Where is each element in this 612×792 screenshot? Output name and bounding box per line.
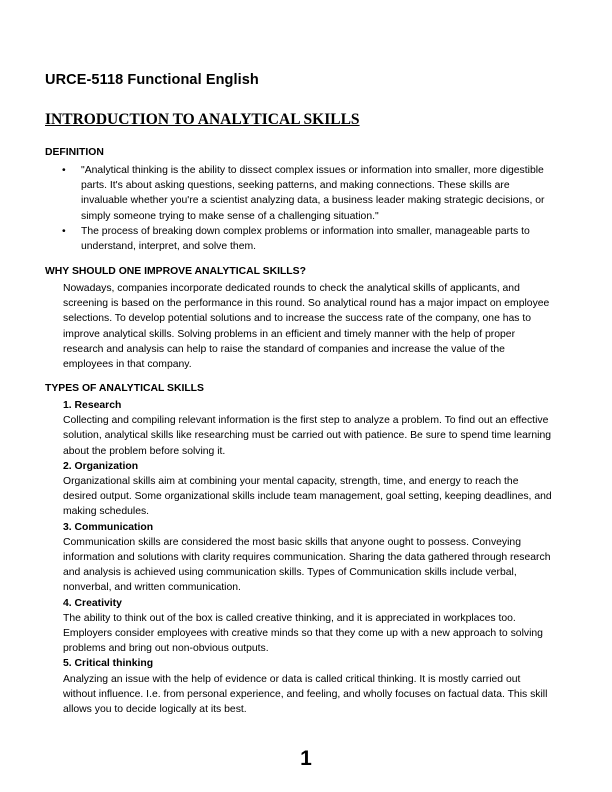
course-title: URCE-5118 Functional English <box>45 72 259 88</box>
page-title: INTRODUCTION TO ANALYTICAL SKILLS <box>45 111 360 128</box>
definition-list <box>62 163 552 254</box>
type-creativity-title: 4. Creativity <box>63 597 122 609</box>
type-research-text: Collecting and compiling relevant information is the first step to analyze a problem. To find out an effective solution, analytical skills like researching must be carried out with patience. Be sure to spend time learning about the problem before solving it. <box>63 415 552 457</box>
types-list <box>63 398 553 717</box>
type-communication-title: 3. Communication <box>63 521 154 533</box>
type-organization-title: 2. Organization <box>63 460 139 472</box>
definition-bullet-1: • "Analytical thinking is the ability to dissect complex issues or information into smaller, more digestible parts. It's about asking questions, seeking patterns, and making connections. These skills are invaluable whether you're a scientist analyzing data, a business leader making strategic decisions, or simply someone trying to make sense of a challenging situation." <box>62 163 552 224</box>
page-number: 1 <box>300 747 312 770</box>
type-organization-text: Organizational skills aim at combining your mental capacity, strength, time, and energy to reach the desired output. Some organizational skills include team management, goal setting, keeping deadlines, and making schedules. <box>63 476 552 518</box>
type-communication-text: Communication skills are considered the most basic skills that anyone ought to possess. Conveying information and solutions with clarity requires communication. Sharing the data gathered through research and analysis is achieved using communication skills. Types of Communication skills include verbal, nonverbal, and written communication. <box>63 536 551 594</box>
type-critical-thinking-text: Analyzing an issue with the help of evidence or data is called critical thinking. It is mostly carried out without influence. I.e. from personal experience, and feeling, and wholly focuses on factual data. This skill allows you to decide logically at its best. <box>63 673 548 716</box>
why-paragraph: Nowadays, companies incorporate dedicated rounds to check the analytical skills of applicants, and screening is based on the performance in this round. So analytical round has a major impact on employee selections. To develop potential solutions and to increase the success rate of the company, one has to improve analytical skills. Solving problems in an efficient and timely manner with the help of proper research and analysis can help to raise the standard of companies and increase the value of the employees in that company. <box>63 283 550 371</box>
type-research-title: 1. Research <box>63 400 122 411</box>
types-heading: TYPES OF ANALYTICAL SKILLS <box>45 383 204 394</box>
type-creativity-text: The ability to think out of the box is called creative thinking, and it is appreciated in workplaces too. Employers consider employees with creative minds so that they come up with a new approach to solving problems and bring out non-obvious outputs. <box>63 612 543 655</box>
why-heading: WHY SHOULD ONE IMPROVE ANALYTICAL SKILLS? <box>45 266 306 277</box>
definition-bullet-2: • The process of breaking down complex problems or information into smaller, manageable parts to understand, interpret, and solve them. <box>62 224 552 254</box>
definition-heading: DEFINITION <box>45 147 104 158</box>
type-critical-thinking-title: 5. Critical thinking <box>63 658 154 670</box>
